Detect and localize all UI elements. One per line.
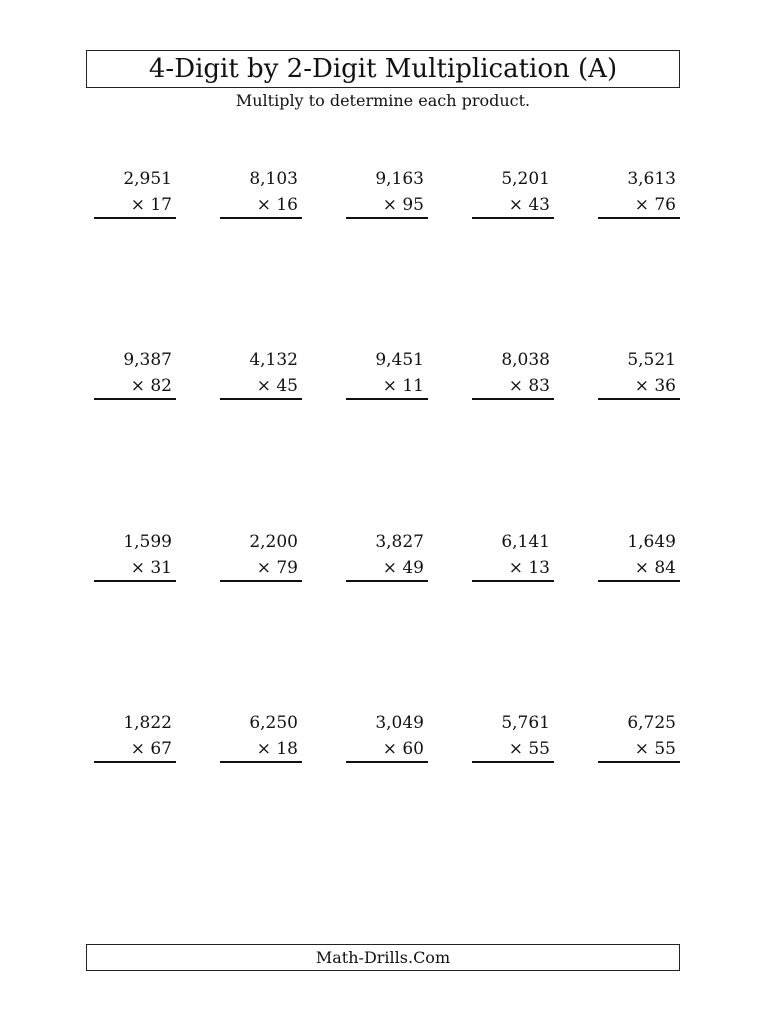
- multiplicand: 5,201: [501, 169, 550, 189]
- multiplicand: 9,451: [375, 350, 424, 370]
- multiplier: × 43: [508, 195, 550, 215]
- answer-line: [94, 580, 176, 582]
- problem-7: [220, 350, 302, 400]
- multiplicand: 1,599: [123, 532, 172, 552]
- answer-line: [346, 580, 428, 582]
- multiplicand: 3,613: [627, 169, 676, 189]
- answer-line: [94, 217, 176, 219]
- multiplicand: 1,649: [627, 532, 676, 552]
- multiplicand: 8,038: [501, 350, 550, 370]
- footer-box: [86, 944, 680, 971]
- problem-9: [472, 350, 554, 400]
- multiplier: × 55: [508, 739, 550, 759]
- multiplier: × 95: [382, 195, 424, 215]
- multiplicand: 1,822: [123, 713, 172, 733]
- multiplier: × 13: [508, 558, 550, 578]
- answer-line: [94, 761, 176, 763]
- multiplier: × 31: [130, 558, 172, 578]
- answer-line: [598, 761, 680, 763]
- answer-line: [94, 398, 176, 400]
- multiplier: × 17: [130, 195, 172, 215]
- answer-line: [472, 580, 554, 582]
- multiplicand: 3,827: [375, 532, 424, 552]
- multiplier: × 76: [634, 195, 676, 215]
- multiplier: × 55: [634, 739, 676, 759]
- answer-line: [472, 217, 554, 219]
- problem-17: [220, 713, 302, 763]
- multiplier: × 67: [130, 739, 172, 759]
- multiplicand: 5,521: [627, 350, 676, 370]
- multiplier: × 83: [508, 376, 550, 396]
- page-title: 4-Digit by 2-Digit Multiplication (A): [148, 54, 618, 84]
- multiplicand: 6,725: [627, 713, 676, 733]
- multiplicand: 9,163: [375, 169, 424, 189]
- problem-6: [94, 350, 176, 400]
- answer-line: [220, 580, 302, 582]
- problem-14: [472, 532, 554, 582]
- answer-line: [598, 217, 680, 219]
- answer-line: [598, 580, 680, 582]
- problem-1: [94, 169, 176, 219]
- problem-3: [346, 169, 428, 219]
- answer-line: [220, 398, 302, 400]
- multiplier: × 18: [256, 739, 298, 759]
- multiplicand: 5,761: [501, 713, 550, 733]
- site-footer: Math-Drills.Com: [315, 947, 451, 967]
- answer-line: [598, 398, 680, 400]
- problem-4: [472, 169, 554, 219]
- multiplicand: 6,141: [501, 532, 550, 552]
- multiplier: × 45: [256, 376, 298, 396]
- multiplicand: 4,132: [249, 350, 298, 370]
- problem-18: [346, 713, 428, 763]
- answer-line: [346, 217, 428, 219]
- multiplier: × 82: [130, 376, 172, 396]
- answer-line: [220, 761, 302, 763]
- problem-11: [94, 532, 176, 582]
- multiplier: × 60: [382, 739, 424, 759]
- problem-13: [346, 532, 428, 582]
- multiplicand: 6,250: [249, 713, 298, 733]
- instructions: Multiply to determine each product.: [235, 91, 531, 110]
- problem-8: [346, 350, 428, 400]
- multiplier: × 11: [382, 376, 424, 396]
- multiplier: × 16: [256, 195, 298, 215]
- answer-line: [472, 398, 554, 400]
- answer-line: [472, 761, 554, 763]
- multiplicand: 2,951: [123, 169, 172, 189]
- problem-5: [598, 169, 680, 219]
- multiplier: × 49: [382, 558, 424, 578]
- answer-line: [346, 761, 428, 763]
- problem-10: [598, 350, 680, 400]
- problem-19: [472, 713, 554, 763]
- answer-line: [220, 217, 302, 219]
- multiplier: × 36: [634, 376, 676, 396]
- multiplicand: 2,200: [249, 532, 298, 552]
- multiplicand: 8,103: [249, 169, 298, 189]
- answer-line: [346, 398, 428, 400]
- problem-20: [598, 713, 680, 763]
- multiplicand: 9,387: [123, 350, 172, 370]
- problem-16: [94, 713, 176, 763]
- problem-15: [598, 532, 680, 582]
- problem-12: [220, 532, 302, 582]
- multiplier: × 79: [256, 558, 298, 578]
- multiplicand: 3,049: [375, 713, 424, 733]
- multiplier: × 84: [634, 558, 676, 578]
- problem-2: [220, 169, 302, 219]
